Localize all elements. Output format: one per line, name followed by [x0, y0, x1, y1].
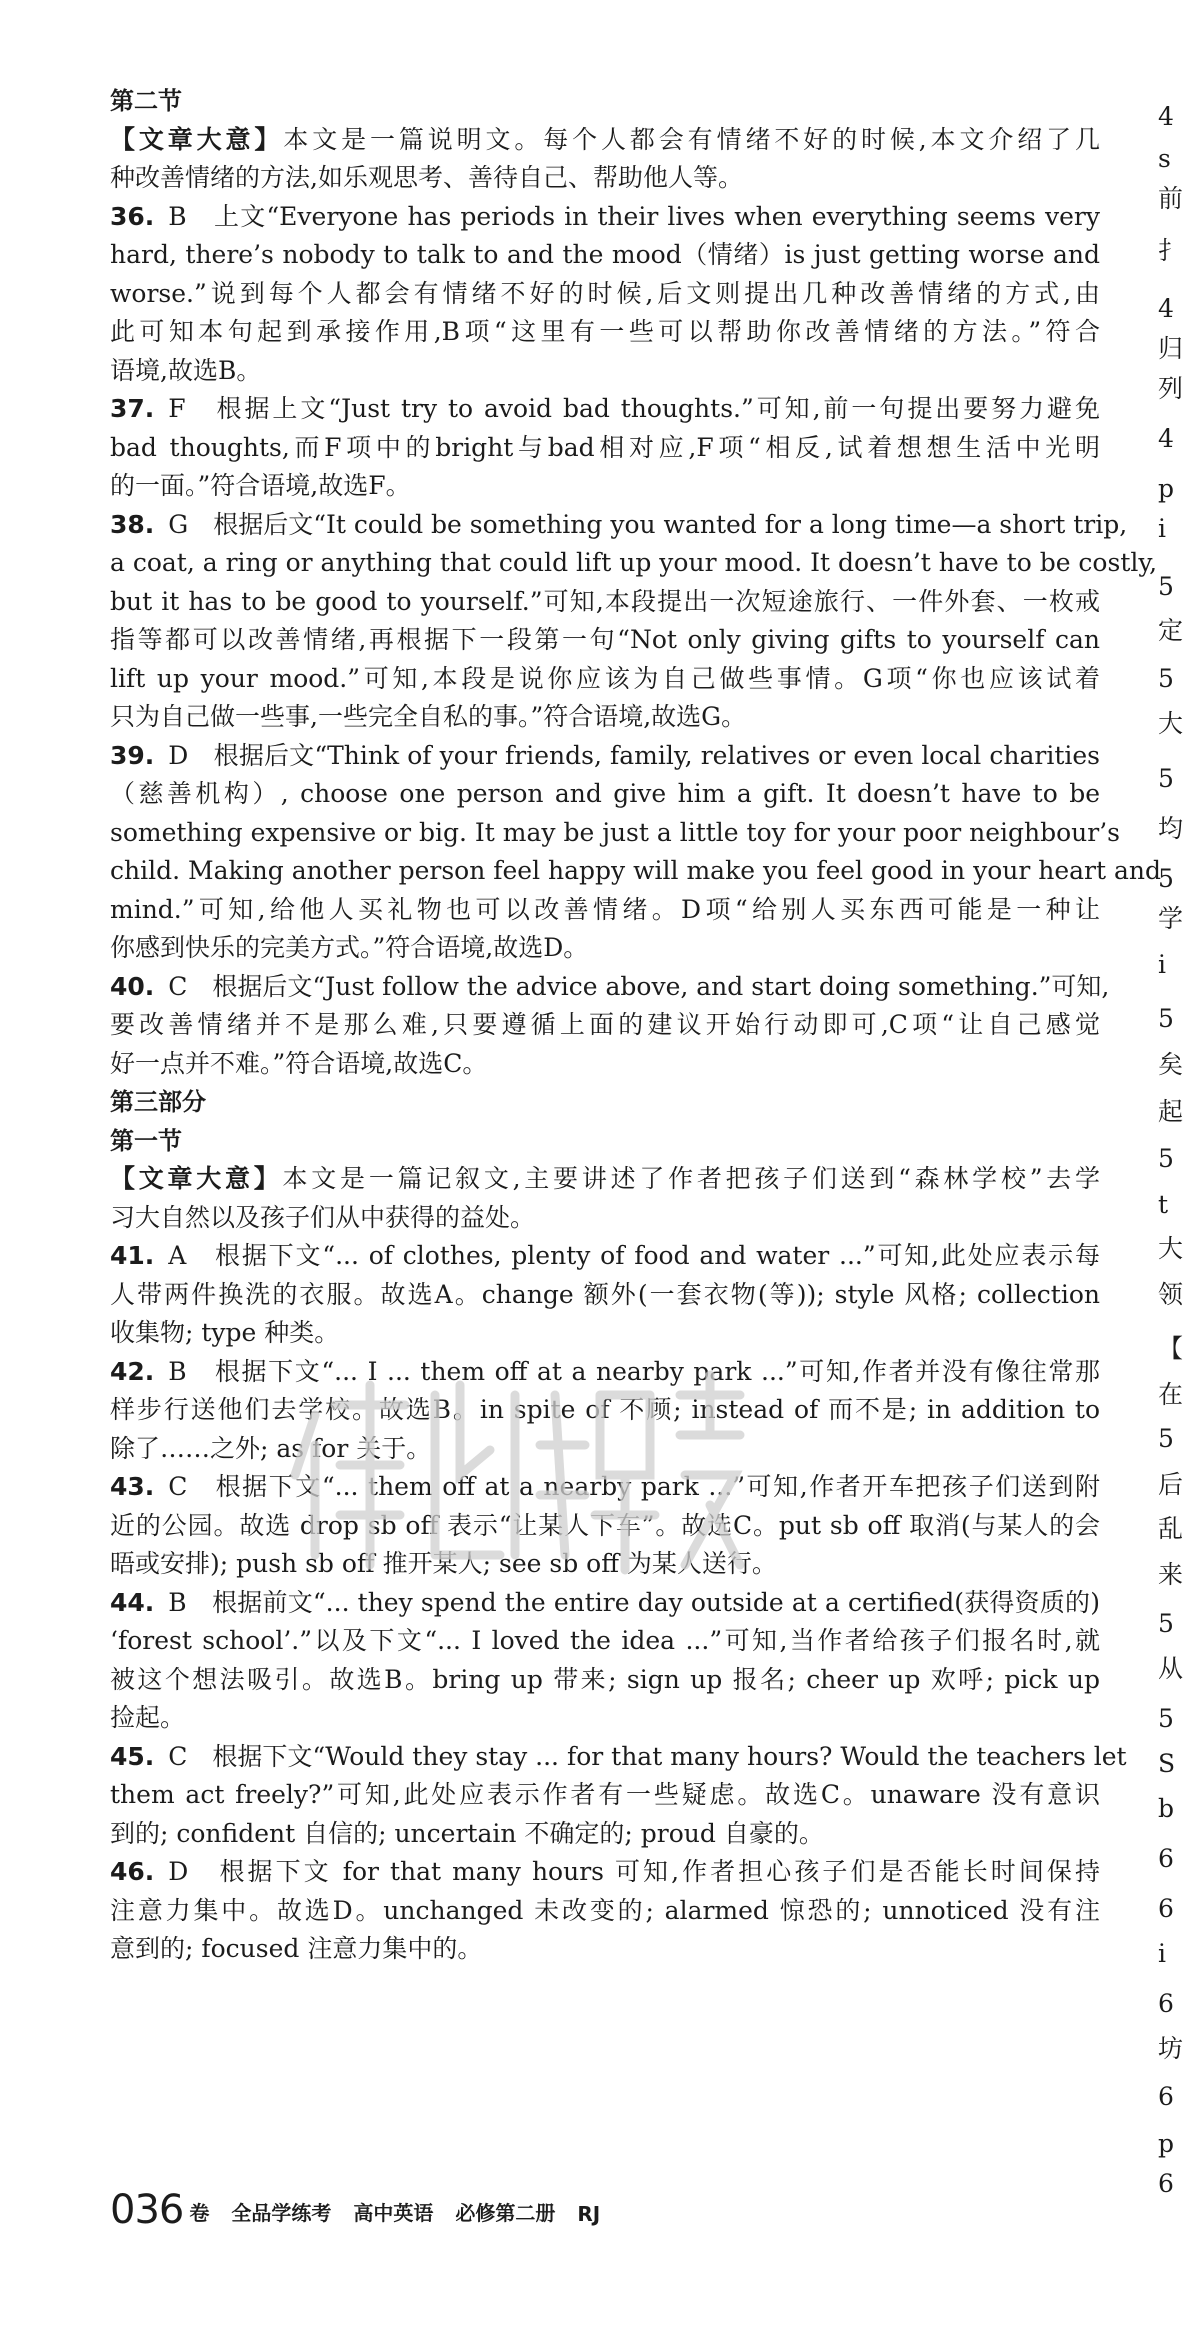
text-line — [110, 1507, 1100, 1546]
section-heading — [110, 1083, 1100, 1122]
text-line — [110, 236, 1100, 275]
line-text: lift up your mood.”可知,本段是说你应该为自己做些事情。G项“你也应该试着 — [110, 663, 1100, 693]
line-text: worse.”说到每个人都会有情绪不好的时候,后文则提出几种改善情绪的方式,由 — [110, 278, 1100, 308]
edge-fragment: 领 — [1158, 1280, 1183, 1309]
edge-fragment: i — [1158, 950, 1166, 979]
text-line — [110, 1930, 1100, 1969]
edge-fragment: 5 — [1158, 664, 1174, 693]
line-text: 意到的; focused 注意力集中的。 — [110, 1934, 483, 1963]
line-text: hard, there’s nobody to talk to and the mood（情绪）is just getting worse and — [110, 240, 1100, 269]
edge-fragment: p — [1158, 474, 1175, 503]
edge-fragment: 6 — [1158, 1844, 1174, 1873]
text-line — [110, 698, 1100, 737]
edge-fragment: b — [1158, 1794, 1175, 1823]
edge-fragment: 归 — [1158, 334, 1183, 363]
page-number: 036 — [110, 2187, 184, 2233]
footer-volume: 必修第二册 — [455, 2201, 556, 2225]
text-line — [110, 660, 1100, 699]
line-text: but it has to be good to yourself.”可知,本段提出一次短途旅行、一件外套、一枚戒 — [110, 586, 1100, 616]
edge-fragment: t — [1158, 1190, 1169, 1219]
question-number: 36. — [110, 201, 155, 231]
text-line — [110, 1738, 1127, 1777]
footer-juan: 卷 — [189, 2201, 210, 2225]
line-text: G 根据后文“It could be something you wanted for a long time—a short trip, — [168, 509, 1128, 539]
edge-fragment: p — [1158, 2129, 1175, 2158]
edge-fragment: 起 — [1158, 1097, 1183, 1126]
text-line — [110, 1353, 1100, 1392]
text-line — [110, 429, 1100, 468]
text-line — [110, 313, 1100, 352]
text-line — [110, 1160, 1100, 1199]
text-line — [110, 1853, 1100, 1892]
line-text: child. Making another person feel happy will make you feel good in your heart and — [110, 856, 1162, 885]
text-line — [110, 1699, 1100, 1738]
line-text: 近的公园。故选 drop sb off 表示“让某人下车”。故选C。put sb off 取消(与某人的会 — [110, 1510, 1100, 1540]
question-number: 40. — [110, 971, 155, 1001]
line-text: ‘forest school’.”以及下文“... I loved the idea ...”可知,当作者给孩子们报名时,就 — [110, 1626, 1100, 1655]
text-line — [110, 1815, 1100, 1854]
line-text: C 根据下文“... them off at a nearby park ...”可知,作者开车把孩子们送到附 — [168, 1472, 1100, 1501]
edge-fragment: 6 — [1158, 1894, 1174, 1923]
line-text: B 上文“Everyone has periods in their lives when everything seems very — [168, 201, 1100, 231]
line-text: （慈善机构）, choose one person and give him a gift. It doesn’t have to be — [110, 779, 1100, 808]
question-number: 46. — [110, 1857, 155, 1886]
edge-fragment: 坊 — [1158, 2034, 1183, 2063]
line-text: 种改善情绪的方法,如乐观思考、善待自己、帮助他人等。 — [110, 163, 743, 192]
line-text: 要改善情绪并不是那么难,只要遵循上面的建议开始行动即可,C项“让自己感觉 — [110, 1010, 1100, 1039]
edge-fragment: 【 — [1158, 1334, 1183, 1363]
text-line — [110, 506, 1128, 545]
line-text: A 根据下文“... of clothes, plenty of food and water ...”可知,此处应表示每 — [168, 1241, 1100, 1270]
edge-fragment: 5 — [1158, 864, 1174, 893]
text-line — [110, 1776, 1100, 1815]
text-line — [110, 544, 1158, 583]
text-line — [110, 1045, 1100, 1084]
edge-fragment: 后 — [1158, 1470, 1183, 1499]
question-number: 42. — [110, 1356, 155, 1386]
edge-fragment: 5 — [1158, 764, 1174, 793]
text-line — [110, 583, 1100, 622]
edge-fragment: 来 — [1158, 1560, 1183, 1589]
text-line — [110, 1314, 1100, 1353]
text-line — [110, 1584, 1100, 1623]
section-heading — [110, 1122, 1100, 1161]
line-text: mind.”可知,给他人买礼物也可以改善情绪。D项“给别人买东西可能是一种让 — [110, 894, 1100, 924]
text-line — [110, 1237, 1100, 1276]
edge-fragment: 从 — [1158, 1654, 1183, 1683]
edge-fragment: 5 — [1158, 1144, 1174, 1173]
text-line — [110, 1892, 1100, 1931]
text-line — [110, 1622, 1100, 1661]
question-number: 41. — [110, 1241, 155, 1270]
line-text: 人带两件换洗的衣服。故选A。change 额外(一套衣物(等)); style 风格; collection — [110, 1279, 1100, 1309]
line-text: 此可知本句起到承接作用,B项“这里有一些可以帮助你改善情绪的方法。”符合 — [110, 317, 1100, 346]
text-line — [110, 467, 1100, 506]
line-text: D 根据后文“Think of your friends, family, relatives or even local charities — [168, 740, 1100, 770]
edge-fragment: 均 — [1158, 814, 1183, 843]
question-number: 37. — [110, 394, 155, 423]
edge-fragment: 5 — [1158, 1004, 1174, 1033]
line-text: 你感到快乐的完美方式。”符合语境,故选D。 — [110, 933, 589, 962]
text-line — [110, 737, 1100, 776]
question-number: 44. — [110, 1587, 155, 1617]
line-text: 捡起。 — [110, 1703, 186, 1732]
text-line — [110, 352, 1100, 391]
line-text: something expensive or big. It may be just a little toy for your poor neighbour’s — [110, 817, 1120, 847]
page-footer — [110, 2186, 601, 2233]
text-line — [110, 891, 1100, 930]
text-line — [110, 1430, 1100, 1469]
edge-fragment: 乱 — [1158, 1514, 1183, 1543]
line-text: 被这个想法吸引。故选B。bring up 带来; sign up 报名; cheer up 欢呼; pick up — [110, 1664, 1100, 1694]
summary-label: 【文章大意】 — [110, 124, 284, 154]
text-line — [110, 198, 1100, 237]
text-line — [110, 1199, 1100, 1238]
text-line — [110, 1276, 1100, 1315]
line-text: 习大自然以及孩子们从中获得的益处。 — [110, 1202, 536, 1232]
text-line — [110, 852, 1162, 891]
text-line — [110, 1545, 1100, 1584]
text-line — [110, 121, 1100, 160]
edge-fragment: 5 — [1158, 1704, 1174, 1733]
edge-fragment: s — [1158, 144, 1171, 173]
footer-brand: 全品学练考 — [231, 2201, 332, 2225]
summary-label: 【文章大意】 — [110, 1164, 283, 1193]
line-text: 第二节 — [110, 87, 182, 115]
edge-fragment: 6 — [1158, 2169, 1174, 2198]
text-line — [110, 621, 1100, 660]
edge-fragment: 4 — [1158, 102, 1174, 131]
question-number: 45. — [110, 1741, 155, 1771]
line-text: F 根据上文“Just try to avoid bad thoughts.”可知,前一句提出要努力避免 — [168, 394, 1100, 423]
line-text: 的一面。”符合语境,故选F。 — [110, 471, 411, 500]
line-text: C 根据下文“Would they stay ... for that many hours? Would the teachers let — [168, 1741, 1127, 1771]
section-heading — [110, 82, 1100, 121]
answer-column — [110, 82, 1162, 1969]
edge-fragment: 学 — [1158, 904, 1183, 933]
question-number: 39. — [110, 740, 155, 770]
footer-edition: RJ — [577, 2202, 601, 2226]
edge-fragment: 扌 — [1158, 236, 1183, 265]
text-line — [110, 929, 1100, 968]
line-text: 晤或安排); push sb off 推开某人; see sb off 为某人送行。 — [110, 1549, 777, 1578]
edge-fragment: 4 — [1158, 424, 1174, 453]
edge-fragment: 在 — [1158, 1380, 1183, 1409]
line-text: 除了……之外; as for 关于。 — [110, 1433, 432, 1463]
edge-fragment: 列 — [1158, 374, 1183, 403]
edge-fragment: 5 — [1158, 1609, 1174, 1638]
line-text: 本文是一篇说明文。每个人都会有情绪不好的时候,本文介绍了几 — [283, 124, 1100, 154]
line-text: 收集物; type 种类。 — [110, 1318, 340, 1347]
text-line — [110, 1468, 1100, 1507]
edge-fragment: 4 — [1158, 294, 1174, 323]
text-line — [110, 775, 1100, 814]
edge-fragment: 矣 — [1158, 1050, 1183, 1079]
line-text: D 根据下文 for that many hours 可知,作者担心孩子们是否能长时间保持 — [168, 1857, 1100, 1886]
question-number: 38. — [110, 509, 155, 539]
edge-fragment: 5 — [1158, 1424, 1174, 1453]
line-text: 指等都可以改善情绪,再根据下一段第一句“Not only giving gifts to yourself can — [110, 625, 1100, 654]
footer-course: 高中英语 — [353, 2201, 434, 2225]
edge-fragment: 6 — [1158, 2082, 1174, 2111]
line-text: a coat, a ring or anything that could lift up your mood. It doesn’t have to be costly, — [110, 548, 1158, 577]
text-line — [110, 814, 1120, 853]
line-text: 到的; confident 自信的; uncertain 不确定的; proud 自豪的。 — [110, 1818, 824, 1848]
line-text: bad thoughts,而F项中的bright与bad相对应,F项“相反,试着想想生活中光明 — [110, 432, 1100, 462]
edge-fragment: 大 — [1158, 709, 1183, 738]
line-text: 第一节 — [110, 1126, 182, 1155]
line-text: 好一点并不难。”符合语境,故选C。 — [110, 1048, 488, 1078]
line-text: 注意力集中。故选D。unchanged 未改变的; alarmed 惊恐的; unnoticed 没有注 — [110, 1895, 1100, 1925]
text-line — [110, 275, 1100, 314]
text-line — [110, 1391, 1100, 1430]
edge-fragment: 大 — [1158, 1234, 1183, 1263]
line-text: 第三部分 — [110, 1088, 206, 1116]
text-line — [110, 968, 1110, 1007]
edge-fragment: 定 — [1158, 616, 1183, 645]
line-text: B 根据前文“... they spend the entire day outside at a certified(获得资质的) — [168, 1587, 1100, 1617]
edge-fragment: 5 — [1158, 572, 1174, 601]
text-line — [110, 1661, 1100, 1700]
line-text: B 根据下文“... I ... them off at a nearby park ...”可知,作者并没有像往常那 — [168, 1356, 1100, 1386]
edge-fragment: i — [1158, 514, 1166, 543]
text-line — [110, 390, 1100, 429]
edge-fragment: i — [1158, 1939, 1166, 1968]
line-text: 样步行送他们去学校。故选B。in spite of 不顾; instead of 而不是; in addition to — [110, 1395, 1100, 1424]
line-text: them act freely?”可知,此处应表示作者有一些疑虑。故选C。unaware 没有意识 — [110, 1780, 1100, 1809]
edge-fragment: 前 — [1158, 184, 1183, 213]
line-text: C 根据后文“Just follow the advice above, and start doing something.”可知, — [168, 971, 1110, 1001]
line-text: 只为自己做一些事,一些完全自私的事。”符合语境,故选G。 — [110, 702, 747, 731]
question-number: 43. — [110, 1472, 155, 1501]
edge-fragment: S — [1158, 1749, 1176, 1778]
text-line — [110, 1006, 1100, 1045]
line-text: 语境,故选B。 — [110, 355, 262, 385]
line-text: 本文是一篇记叙文,主要讲述了作者把孩子们送到“森林学校”去学 — [282, 1164, 1100, 1193]
edge-fragment: 6 — [1158, 1989, 1174, 2018]
text-line — [110, 159, 1100, 198]
